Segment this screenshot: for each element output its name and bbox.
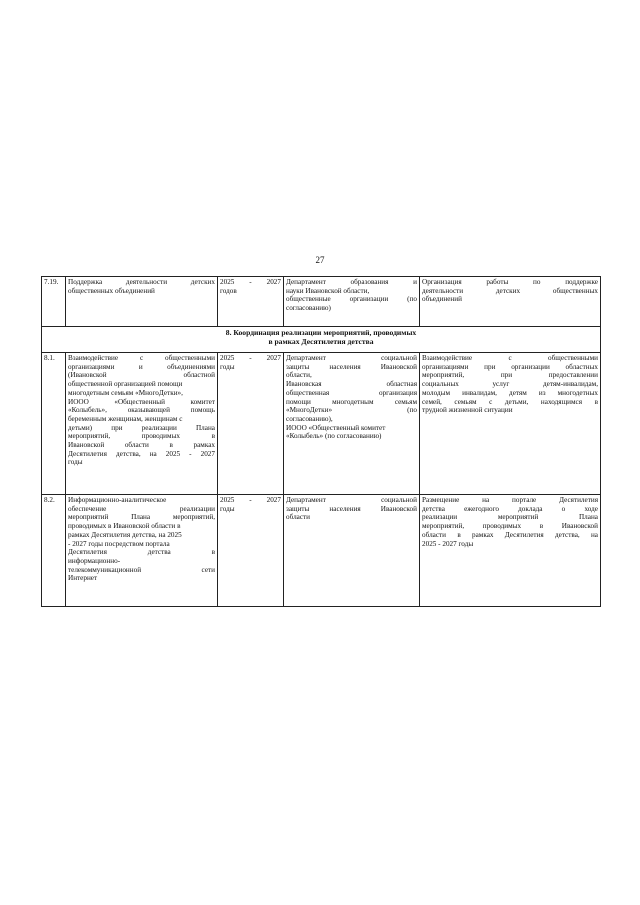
cell-line: защиты населения Ивановской: [286, 362, 417, 371]
period-cell: [218, 495, 284, 607]
row-number: 8.2.: [42, 495, 66, 607]
cell-line: науки Ивановской области,: [286, 286, 370, 295]
cell-line: детьми) при реализации Плана: [68, 423, 215, 432]
cell-line: Информационно-аналитическое: [68, 496, 167, 504]
cell-line: объединений: [422, 295, 462, 304]
cell-line: защиты населения Ивановской: [286, 504, 417, 513]
row-number: 8.1.: [42, 353, 66, 495]
cell-line: Организация работы по поддержке: [422, 278, 598, 286]
cell-line: «Колыбель» (по согласованию): [286, 432, 382, 441]
cell-line: многодетным семьям «МногоДетки»,: [68, 388, 183, 397]
event-cell: [66, 495, 218, 607]
cell-line: области в рамках Десятилетия детства, на: [422, 530, 598, 539]
cell-line: Ивановская областная: [286, 380, 417, 389]
executor-cell: [284, 277, 420, 327]
section-title-line-2: в рамках Десятилетия детства: [268, 337, 374, 346]
cell-line: детства ежегодного доклада о ходе: [422, 504, 598, 513]
cell-line: Ивановской области в рамках: [68, 441, 215, 450]
cell-line: Десятилетия детства, на 2025 - 2027: [68, 449, 215, 458]
event-cell: [66, 353, 218, 495]
cell-line: Размещение на портале Десятилетия: [422, 496, 598, 504]
table-row-7-19: [42, 277, 601, 327]
cell-line: Департамент социальной: [286, 354, 417, 362]
page-number: 27: [315, 255, 325, 265]
result-cell: [420, 495, 601, 607]
result-cell: [420, 277, 601, 327]
cell-line: проводимых в Ивановской области в: [68, 522, 181, 531]
cell-line: реализации мероприятий Плана: [422, 513, 598, 522]
table-row-8-1: [42, 353, 601, 495]
cell-line: (Ивановской областной: [68, 371, 215, 380]
cell-line: общественная организация: [286, 388, 417, 397]
cell-line: 2025 - 2027 годы: [422, 539, 474, 548]
cell-line: Взаимодействие с общественными: [422, 354, 598, 362]
cell-line: годов: [220, 286, 237, 295]
cell-line: согласованию): [286, 304, 331, 313]
cell-line: Департамент образования и: [286, 278, 417, 286]
cell-line: семей, семьям с детьми, находящимся в: [422, 397, 598, 406]
cell-line: мероприятий, проводимых в Ивановской: [422, 522, 598, 531]
table-row-8-2: [42, 495, 601, 607]
cell-line: - 2027 годы посредством портала: [68, 539, 170, 548]
cell-line: Интернет: [68, 574, 98, 583]
executor-cell: [284, 353, 420, 495]
cell-line: годы: [68, 458, 83, 467]
cell-line: общественных объединений: [68, 286, 155, 295]
cell-line: социальных услуг детям-инвалидам,: [422, 380, 598, 389]
cell-line: области,: [286, 371, 312, 380]
cell-line: телекоммуникационной сети: [68, 565, 215, 574]
plan-table: [41, 276, 601, 607]
cell-line: ИООО «Общественный комитет: [286, 423, 386, 432]
cell-line: мероприятий Плана мероприятий,: [68, 513, 215, 522]
cell-line: Десятилетия детства в: [68, 548, 215, 557]
executor-cell: [284, 495, 420, 607]
cell-line: Взаимодействие с общественными: [68, 354, 215, 362]
cell-line: помощи многодетным семьям: [286, 397, 417, 406]
cell-line: общественной организацией помощи: [68, 380, 183, 389]
section-8-title: [42, 327, 601, 353]
cell-line: ИООО «Общественный комитет: [68, 397, 215, 406]
cell-line: годы: [220, 362, 235, 371]
section-header-row: [42, 327, 601, 353]
cell-line: общественные организации (по: [286, 295, 417, 304]
cell-line: Департамент социальной: [286, 496, 417, 504]
cell-line: рамках Десятилетия детства, на 2025: [68, 530, 182, 539]
cell-line: мероприятий, при предоставлении: [422, 371, 598, 380]
event-cell: [66, 277, 218, 327]
cell-line: «МногоДетки» (по: [286, 406, 417, 415]
cell-line: молодым инвалидам, детям из многодетных: [422, 388, 598, 397]
cell-line: 2025 - 2027: [220, 354, 281, 362]
cell-line: деятельности детских общественных: [422, 286, 598, 295]
cell-line: трудной жизненной ситуации: [422, 406, 513, 415]
cell-line: мероприятий, проводимых в: [68, 432, 215, 441]
period-cell: [218, 353, 284, 495]
cell-line: согласованию),: [286, 414, 333, 423]
cell-line: «Колыбель», оказывающей помощь: [68, 406, 215, 415]
cell-line: 2025 - 2027: [220, 278, 281, 286]
result-cell: [420, 353, 601, 495]
cell-line: области: [286, 513, 311, 522]
section-title-line-1: 8. Координация реализации мероприятий, проводимых: [225, 328, 417, 337]
row-number: 7.19.: [42, 277, 66, 327]
cell-line: информационно-: [68, 556, 121, 565]
cell-line: 2025 - 2027: [220, 496, 281, 504]
cell-line: беременным женщинам, женщинам с: [68, 414, 183, 423]
cell-line: обеспечение реализации: [68, 504, 215, 513]
cell-line: Поддержка деятельности детских: [68, 278, 215, 286]
cell-line: годы: [220, 504, 235, 513]
cell-line: организациями и объединениями: [68, 362, 215, 371]
cell-line: организациями при организации областных: [422, 362, 598, 371]
period-cell: [218, 277, 284, 327]
